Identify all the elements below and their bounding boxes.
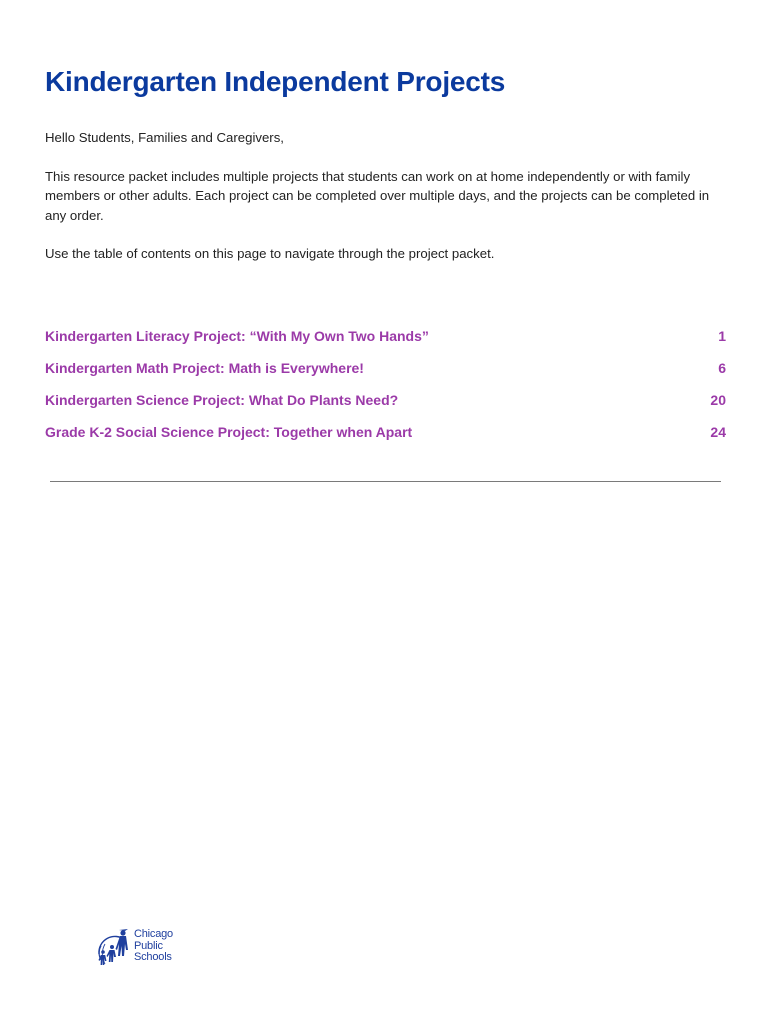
cps-wordmark [134,929,173,964]
cps-emblem-icon [95,924,135,970]
cps-logo [95,924,195,970]
toc-item-page[interactable]: 20 [710,392,726,408]
toc-item-label[interactable]: Grade K-2 Social Science Project: Together when Apart [45,424,413,440]
toc-item-page[interactable]: 24 [710,424,726,440]
instructions-paragraph: Use the table of contents on this page to navigate through the project packet. [45,246,495,261]
greeting: Hello Students, Families and Caregivers, [45,130,284,145]
toc-item-page[interactable]: 1 [718,328,726,344]
toc-item-social-science[interactable] [45,424,726,456]
toc-item-label[interactable]: Kindergarten Science Project: What Do Plants Need? [45,392,399,408]
logo-line-3: Schools [134,951,172,963]
toc-item-math[interactable] [45,360,726,392]
table-of-contents [45,328,726,456]
logo-line-2: Public [134,939,163,952]
toc-item-science[interactable] [45,392,726,424]
intro-text [45,128,717,283]
toc-item-label[interactable]: Kindergarten Math Project: Math is Everywhere! [45,360,364,376]
divider [50,481,721,482]
toc-item-label[interactable]: Kindergarten Literacy Project: “With My Own Two Hands” [45,328,429,344]
logo-line-1: Chicago [134,928,173,940]
intro-paragraph: This resource packet includes multiple projects that students can work on at home independently or with family members or other adults. Each project can be completed over multiple days, and the projects can be completed in any order. [45,168,710,223]
toc-item-page[interactable]: 6 [718,360,726,376]
page-title: Kindergarten Independent Projects [45,66,506,97]
toc-item-literacy[interactable] [45,328,726,360]
